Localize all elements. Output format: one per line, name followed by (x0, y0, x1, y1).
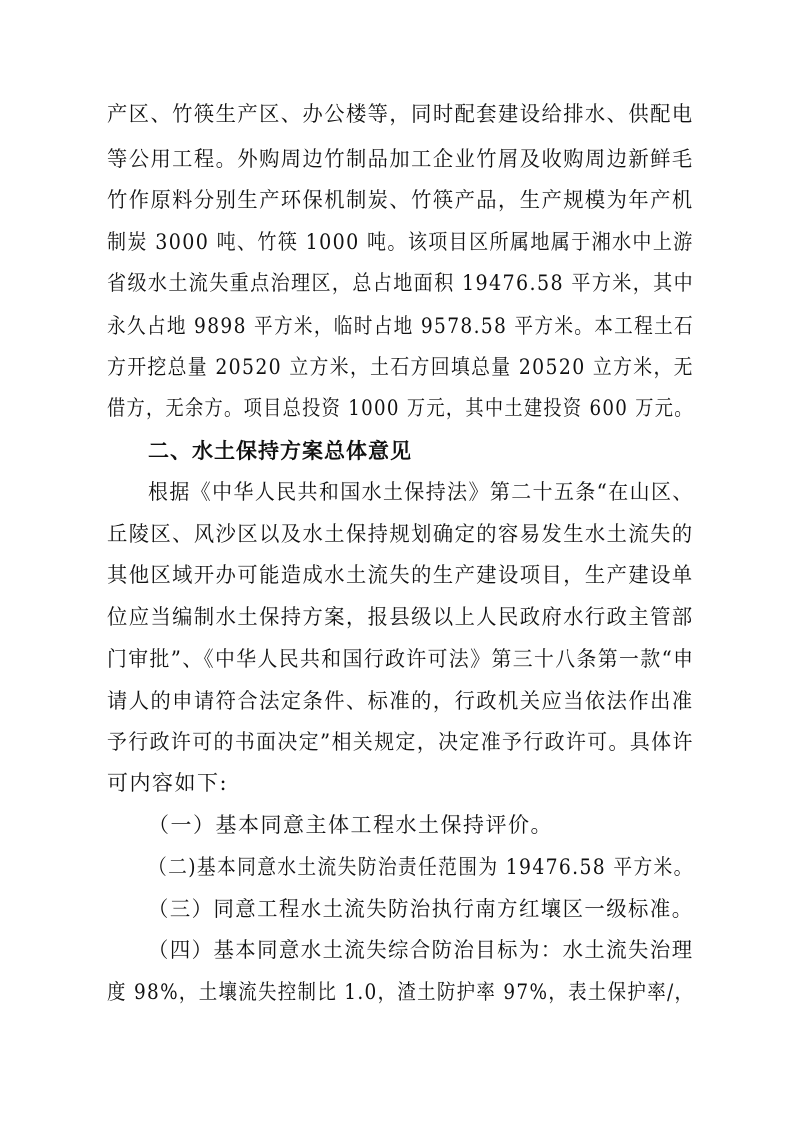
paragraph-line-11: 丘陵区、风沙区以及水土保持规划确定的容易发生水土流失的 (107, 522, 694, 546)
section-heading: 二、水土保持方案总体意见 (148, 439, 412, 463)
paragraph-line-14: 门审批”、《中华人民共和国行政许可法》第三十八条第一款“申 (107, 647, 695, 671)
list-item-4: （四）基本同意水土流失综合防治目标为：水土流失治理 (148, 938, 694, 962)
paragraph-line-5: 省级水土流失重点治理区，总占地面积 19476.58 平方米，其中 (107, 271, 695, 295)
paragraph-line-10: 根据《中华人民共和国水土保持法》第二十五条“在山区、 (148, 480, 694, 504)
paragraph-line-6: 永久占地 9898 平方米，临时占地 9578.58 平方米。本工程土石 (107, 314, 694, 338)
paragraph-line-4: 制炭 3000 吨、竹筷 1000 吨。该项目区所属地属于湘水中上游 (107, 230, 694, 254)
list-item-1: （一）基本同意主体工程水土保持评价。 (148, 813, 553, 837)
paragraph-line-7: 方开挖总量 20520 立方米，土石方回填总量 20520 立方米，无 (107, 355, 694, 379)
paragraph-line-1: 产区、竹筷生产区、办公楼等，同时配套建设给排水、供配电 (107, 102, 694, 126)
paragraph-line-3: 竹作原料分别生产环保机制炭、竹筷产品，生产规模为年产机 (107, 188, 694, 212)
paragraph-line-16: 予行政许可的书面决定”相关规定，决定准予行政许可。具体许 (107, 730, 694, 754)
paragraph-line-8: 借方，无余方。项目总投资 1000 万元，其中土建投资 600 万元。 (107, 396, 694, 420)
list-item-4-continued: 度 98%，土壤流失控制比 1.0，渣土防护率 97%，表土保护率/， (107, 980, 695, 1004)
paragraph-line-17: 可内容如下: (107, 771, 229, 795)
list-item-3: （三）同意工程水土流失防治执行南方红壤区一级标准。 (148, 897, 694, 921)
paragraph-line-2: 等公用工程。外购周边竹制品加工企业竹屑及收购周边新鲜毛 (107, 147, 694, 171)
paragraph-line-13: 位应当编制水土保持方案，报县级以上人民政府水行政主管部 (107, 605, 694, 629)
list-item-2: （二)基本同意水土流失防治责任范围为 19476.58 平方米。 (148, 855, 694, 879)
paragraph-line-15: 请人的申请符合法定条件、标准的，行政机关应当依法作出准 (107, 689, 694, 713)
paragraph-line-12: 其他区域开办可能造成水土流失的生产建设项目，生产建设单 (107, 563, 694, 587)
